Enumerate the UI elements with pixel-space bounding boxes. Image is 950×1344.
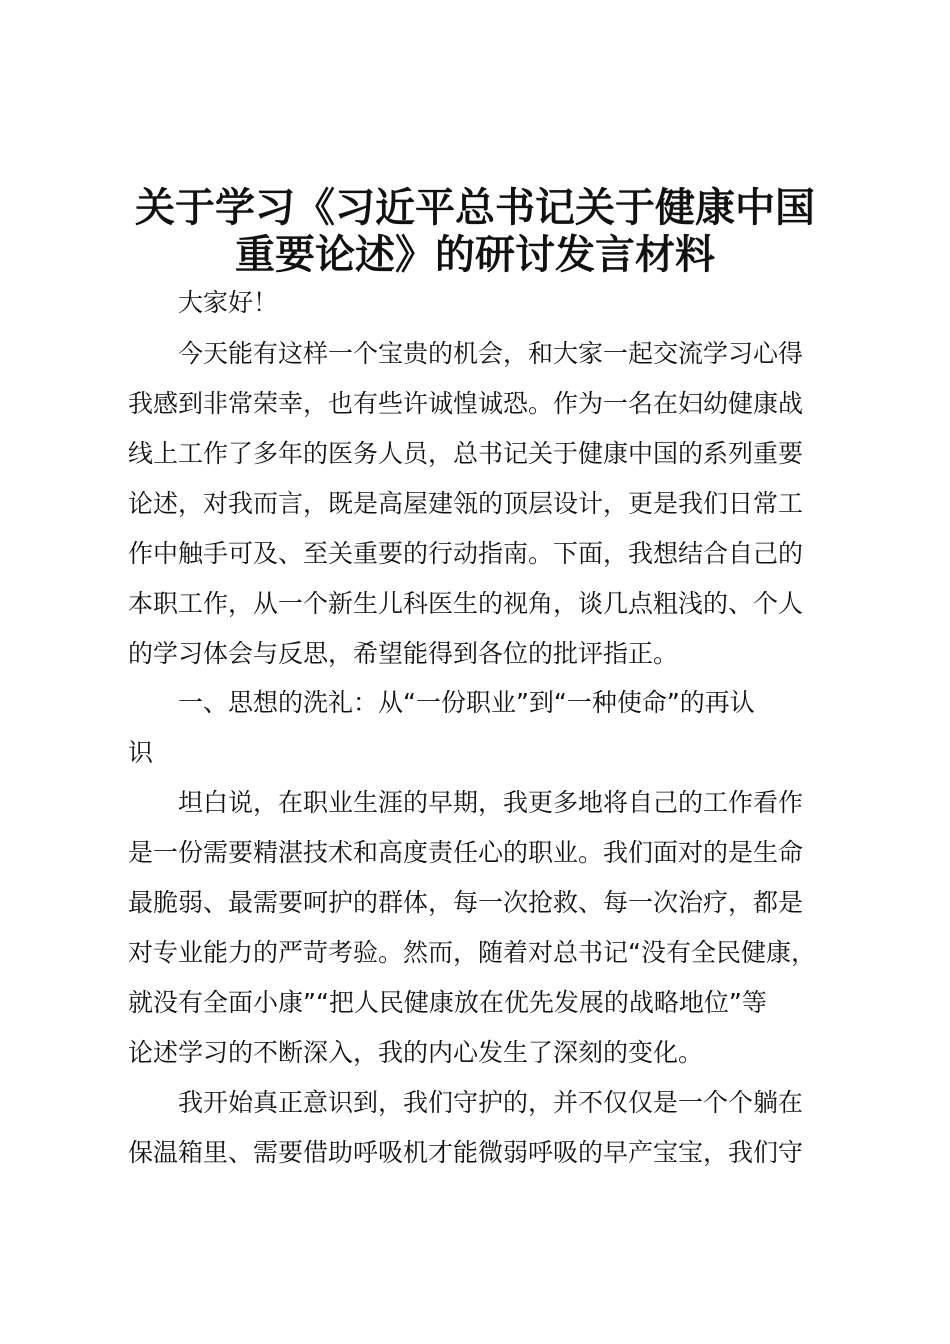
paragraph-1-line-6: 本职工作，从一个新生儿科医生的视角，谈几点粗浅的、个人: [128, 589, 804, 618]
paragraph-1-line-5: 作中触手可及、至关重要的行动指南。下面，我想结合自己的: [128, 539, 804, 568]
paragraph-2-line-5: 就没有全面小康”“把人民健康放在优先发展的战略地位”等: [128, 988, 767, 1017]
paragraph-1-line-4: 论述，对我而言，既是高屋建瓴的顶层设计，更是我们日常工: [128, 489, 804, 518]
paragraph-1-line-7: 的学习体会与反思，希望能得到各位的批评指正。: [128, 639, 679, 668]
section-heading-line-2: 识: [128, 738, 154, 767]
document-title-line-2: 重要论述》的研讨发言材料: [235, 231, 715, 278]
paragraph-3-line-1: 我开始真正意识到，我们守护的，并不仅仅是一个个躺在: [178, 1088, 804, 1117]
paragraph-1-line-3: 线上工作了多年的医务人员，总书记关于健康中国的系列重要: [128, 439, 804, 468]
greeting-line: 大家好！: [178, 288, 279, 317]
paragraph-1-line-1: 今天能有这样一个宝贵的机会，和大家一起交流学习心得: [178, 339, 804, 368]
paragraph-2-line-2: 是一份需要精湛技术和高度责任心的职业。我们面对的是生命: [128, 838, 804, 867]
paragraph-3-line-2: 保温箱里、需要借助呼吸机才能微弱呼吸的早产宝宝，我们守: [128, 1138, 804, 1167]
document-title-line-1: 关于学习《习近平总书记关于健康中国: [135, 184, 815, 231]
section-heading-line-1: 一、思想的洗礼：从“一份职业”到“一种使命”的再认: [178, 688, 755, 717]
paragraph-2-line-4: 对专业能力的严苛考验。然而，随着对总书记“没有全民健康，: [128, 938, 816, 967]
paragraph-2-line-3: 最脆弱、最需要呵护的群体，每一次抢救、每一次治疗，都是: [128, 888, 804, 917]
paragraph-1-line-2: 我感到非常荣幸，也有些许诚惶诚恐。作为一名在妇幼健康战: [128, 389, 804, 418]
paragraph-2-line-6: 论述学习的不断深入，我的内心发生了深刻的变化。: [128, 1038, 704, 1067]
paragraph-2-line-1: 坦白说，在职业生涯的早期，我更多地将自己的工作看作: [178, 788, 804, 817]
